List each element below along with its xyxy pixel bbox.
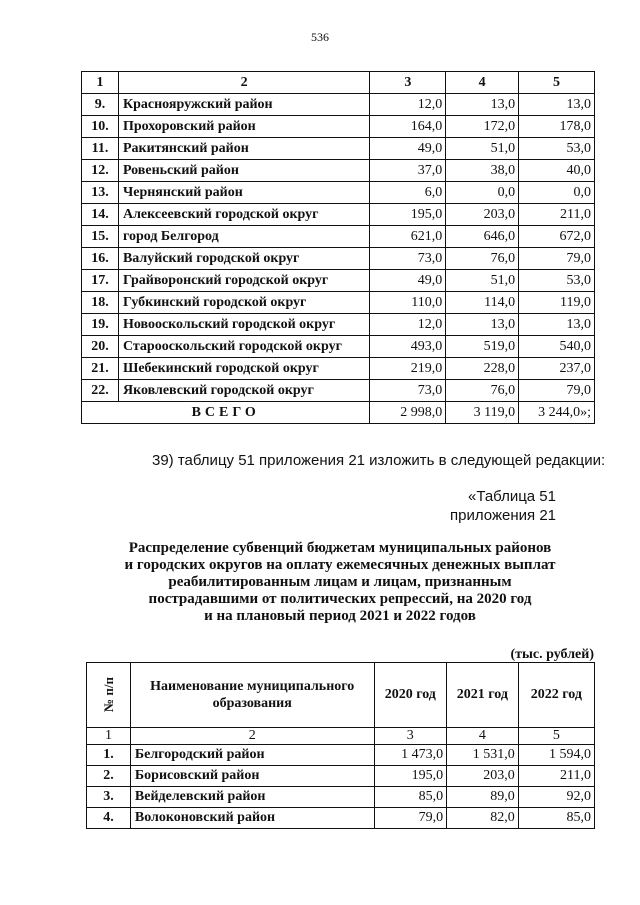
row-number: 9. xyxy=(82,94,119,116)
value-2020: 195,0 xyxy=(370,204,446,226)
row-number: 18. xyxy=(82,292,119,314)
row-number: 21. xyxy=(82,358,119,380)
total-value-2021: 3 119,0 xyxy=(446,402,519,424)
value-2020: 493,0 xyxy=(370,336,446,358)
table1-rows xyxy=(82,94,595,402)
value-2021: 51,0 xyxy=(446,138,519,160)
row-number: 10. xyxy=(82,116,119,138)
row-number: 13. xyxy=(82,182,119,204)
table-row xyxy=(87,808,595,829)
municipality-name: Прохоровский район xyxy=(118,116,369,138)
municipality-name: Яковлевский городской округ xyxy=(118,380,369,402)
table-caption xyxy=(450,487,556,525)
table2-rows xyxy=(87,745,595,829)
index-cell: 3 xyxy=(374,728,447,745)
value-2020: 195,0 xyxy=(374,766,447,787)
col-header-2020: 2020 год xyxy=(374,663,447,728)
value-2020: 85,0 xyxy=(374,787,447,808)
title-line: Распределение субвенций бюджетам муниципальных районов xyxy=(128,540,552,556)
value-2020: 164,0 xyxy=(370,116,446,138)
row-number: 15. xyxy=(82,226,119,248)
value-2020: 37,0 xyxy=(370,160,446,182)
table-row xyxy=(82,138,595,160)
col-header-2022: 2022 год xyxy=(518,663,594,728)
table-row xyxy=(82,204,595,226)
municipality-name: Ракитянский район xyxy=(118,138,369,160)
page-number: 536 xyxy=(311,30,329,44)
col-header-number xyxy=(87,663,131,728)
value-2022: 211,0 xyxy=(519,204,595,226)
table-row xyxy=(87,745,595,766)
table-title xyxy=(80,540,600,625)
row-number: 3. xyxy=(87,787,131,808)
table-row xyxy=(82,292,595,314)
row-number: 16. xyxy=(82,248,119,270)
value-2021: 13,0 xyxy=(446,314,519,336)
value-2022: 40,0 xyxy=(519,160,595,182)
row-number: 17. xyxy=(82,270,119,292)
table-row xyxy=(87,766,595,787)
table-row xyxy=(82,358,595,380)
municipality-name: Вейделевский район xyxy=(130,787,374,808)
title-line: и на плановый период 2021 и 2022 годов xyxy=(204,608,476,624)
row-number: 22. xyxy=(82,380,119,402)
total-label: ВСЕГО xyxy=(82,402,370,424)
value-2021: 228,0 xyxy=(446,358,519,380)
subvention-table-continuation xyxy=(81,71,595,424)
row-number: 11. xyxy=(82,138,119,160)
value-2020: 79,0 xyxy=(374,808,447,829)
table1-header-cell: 3 xyxy=(370,72,446,94)
value-2021: 51,0 xyxy=(446,270,519,292)
municipality-name: Старооскольский городской округ xyxy=(118,336,369,358)
table-row xyxy=(82,226,595,248)
table1-header-row xyxy=(82,72,595,94)
value-2022: 237,0 xyxy=(519,358,595,380)
value-2021: 1 531,0 xyxy=(447,745,519,766)
row-number: 12. xyxy=(82,160,119,182)
row-number: 2. xyxy=(87,766,131,787)
value-2022: 119,0 xyxy=(519,292,595,314)
value-2020: 621,0 xyxy=(370,226,446,248)
table-row xyxy=(82,116,595,138)
amendment-paragraph: 39) таблицу 51 приложения 21 изложить в следующей редакции: xyxy=(152,452,606,469)
title-line: и городских округов на оплату ежемесячных денежных выплат xyxy=(124,557,556,573)
value-2020: 12,0 xyxy=(370,314,446,336)
value-2022: 79,0 xyxy=(519,248,595,270)
value-2022: 1 594,0 xyxy=(518,745,594,766)
municipality-name: Борисовский район xyxy=(130,766,374,787)
row-number: 14. xyxy=(82,204,119,226)
table-row xyxy=(82,314,595,336)
value-2022: 211,0 xyxy=(518,766,594,787)
value-2021: 82,0 xyxy=(447,808,519,829)
value-2021: 0,0 xyxy=(446,182,519,204)
table2-header-row xyxy=(87,663,595,728)
table-row xyxy=(82,248,595,270)
municipality-name: Белгородский район xyxy=(130,745,374,766)
municipality-name: Волоконовский район xyxy=(130,808,374,829)
table-row xyxy=(82,160,595,182)
value-2021: 89,0 xyxy=(447,787,519,808)
value-2022: 0,0 xyxy=(519,182,595,204)
value-2021: 13,0 xyxy=(446,94,519,116)
title-line: пострадавшими от политических репрессий, на 2020 год xyxy=(148,591,532,607)
table-row xyxy=(82,380,595,402)
table1-total-row xyxy=(82,402,595,424)
units-label: (тыс. рублей) xyxy=(510,647,594,662)
table1-header-cell: 1 xyxy=(82,72,119,94)
row-number: 1. xyxy=(87,745,131,766)
table-caption-line: «Таблица 51 xyxy=(467,488,556,505)
total-value-2022: 3 244,0»; xyxy=(519,402,595,424)
table2-index-row xyxy=(87,728,595,745)
municipality-name: город Белгород xyxy=(118,226,369,248)
table1-header-cell: 5 xyxy=(519,72,595,94)
table-row xyxy=(82,94,595,116)
value-2022: 85,0 xyxy=(518,808,594,829)
value-2020: 1 473,0 xyxy=(374,745,447,766)
table1-body xyxy=(82,72,595,94)
index-cell: 1 xyxy=(87,728,131,745)
col-header-2021: 2021 год xyxy=(447,663,519,728)
table-row xyxy=(82,270,595,292)
value-2022: 672,0 xyxy=(519,226,595,248)
value-2021: 203,0 xyxy=(447,766,519,787)
title-line: реабилитированным лицам и лицам, признанным xyxy=(168,574,512,590)
total-value-2020: 2 998,0 xyxy=(370,402,446,424)
value-2022: 92,0 xyxy=(518,787,594,808)
col-header-name: Наименование муниципального образования xyxy=(130,663,374,728)
value-2020: 6,0 xyxy=(370,182,446,204)
municipality-name: Чернянский район xyxy=(118,182,369,204)
table-caption-line: приложения 21 xyxy=(450,507,556,524)
table-row xyxy=(87,787,595,808)
table1-header-cell: 4 xyxy=(446,72,519,94)
value-2020: 12,0 xyxy=(370,94,446,116)
value-2022: 13,0 xyxy=(519,94,595,116)
value-2021: 203,0 xyxy=(446,204,519,226)
value-2022: 53,0 xyxy=(519,270,595,292)
table-row xyxy=(82,182,595,204)
index-cell: 2 xyxy=(130,728,374,745)
value-2021: 172,0 xyxy=(446,116,519,138)
value-2022: 79,0 xyxy=(519,380,595,402)
value-2022: 540,0 xyxy=(519,336,595,358)
value-2020: 110,0 xyxy=(370,292,446,314)
table-row xyxy=(82,336,595,358)
municipality-name: Валуйский городской округ xyxy=(118,248,369,270)
municipality-name: Грайворонский городской округ xyxy=(118,270,369,292)
municipality-name: Ровеньский район xyxy=(118,160,369,182)
municipality-name: Шебекинский городской округ xyxy=(118,358,369,380)
value-2020: 49,0 xyxy=(370,270,446,292)
value-2021: 519,0 xyxy=(446,336,519,358)
value-2021: 76,0 xyxy=(446,380,519,402)
value-2021: 646,0 xyxy=(446,226,519,248)
table1-footer xyxy=(82,402,595,424)
value-2020: 73,0 xyxy=(370,248,446,270)
municipality-name: Краснояружский район xyxy=(118,94,369,116)
value-2020: 219,0 xyxy=(370,358,446,380)
index-cell: 5 xyxy=(518,728,594,745)
index-cell: 4 xyxy=(447,728,519,745)
value-2022: 13,0 xyxy=(519,314,595,336)
municipality-name: Алексеевский городской округ xyxy=(118,204,369,226)
value-2021: 38,0 xyxy=(446,160,519,182)
table1-header-cell: 2 xyxy=(118,72,369,94)
value-2021: 76,0 xyxy=(446,248,519,270)
value-2021: 114,0 xyxy=(446,292,519,314)
table2-head xyxy=(87,663,595,745)
value-2020: 49,0 xyxy=(370,138,446,160)
row-number: 4. xyxy=(87,808,131,829)
row-number: 20. xyxy=(82,336,119,358)
row-number: 19. xyxy=(82,314,119,336)
col-header-number-text: № п/п xyxy=(100,676,116,712)
value-2022: 178,0 xyxy=(519,116,595,138)
value-2020: 73,0 xyxy=(370,380,446,402)
subvention-table-51 xyxy=(86,662,595,829)
municipality-name: Новооскольский городской округ xyxy=(118,314,369,336)
value-2022: 53,0 xyxy=(519,138,595,160)
municipality-name: Губкинский городской округ xyxy=(118,292,369,314)
